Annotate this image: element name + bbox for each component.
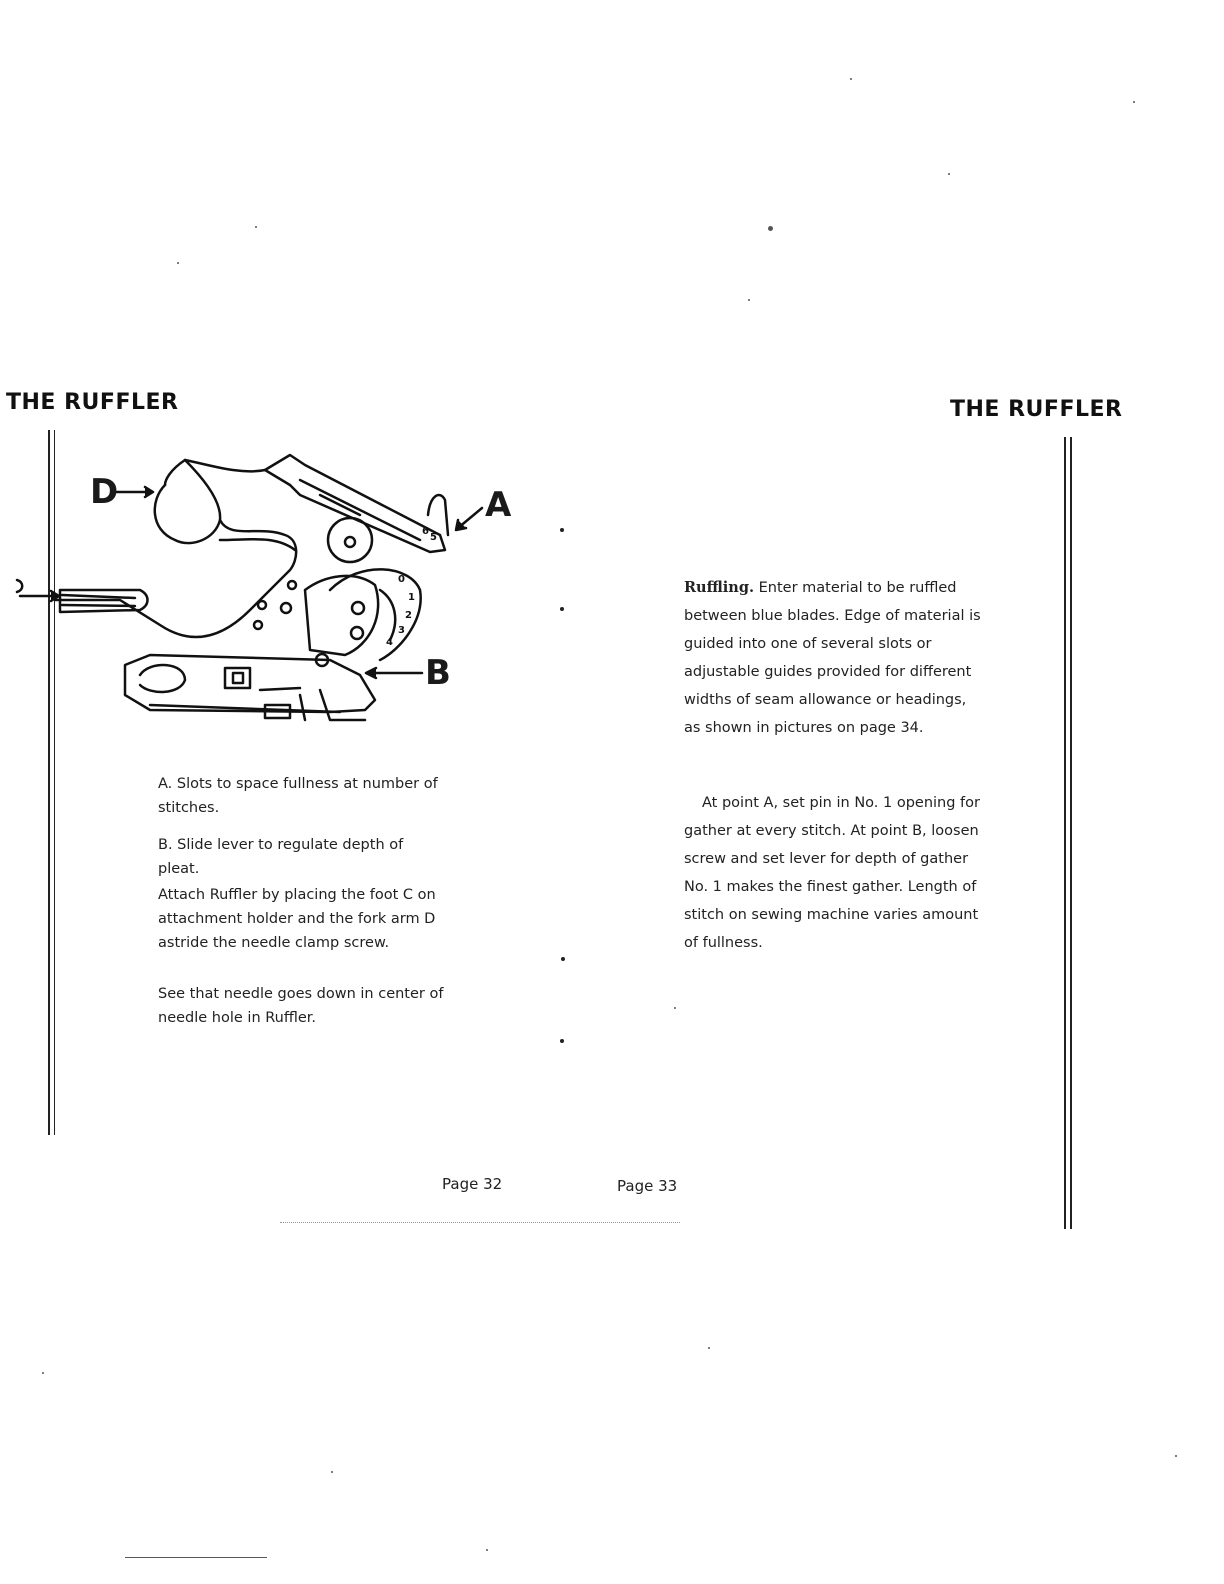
caption-b: B. Slide lever to regulate depth of pleat. [158,837,404,877]
dial-number-3: 3 [398,625,405,636]
dial-number-2: 2 [405,610,412,621]
right-page-title: THE RUFFLER [950,397,1123,422]
scan-speck [768,226,773,231]
link-underline [125,1557,267,1558]
gutter-mark [560,1039,564,1043]
needle-paragraph: See that needle goes down in center of needle hole in Ruffler. [158,986,444,1026]
right-margin-rule-outer [1064,437,1066,1229]
scan-speck [708,1347,710,1349]
ruffling-paragraph [684,574,984,742]
label-a: A [485,485,512,525]
scan-speck [1133,101,1135,103]
dial-number-0: 0 [398,574,405,585]
scan-speck [948,173,950,175]
scan-speck [850,78,852,80]
point-text: At point A, set pin in No. 1 opening for gather at every stitch. At point B, loosen screw and set lever for depth of gather No. 1 makes the finest gather. Length of stitch on sewing machine varies amount of fullness. [684,795,980,951]
dial-number-4: 4 [386,637,393,648]
dial-number-1: 1 [408,592,415,603]
left-page-title: THE RUFFLER [6,390,179,415]
scan-speck [255,226,257,228]
scan-speck [177,262,179,264]
ruffling-text: Enter material to be ruffled between blue blades. Edge of material is guided into one of several slots or adjustable guides provided for different widths of seam allowance or headings, as shown in pictures on page 34. [684,580,981,736]
caption-a: A. Slots to space fullness at number of stitches. [158,776,438,816]
scan-speck [1175,1455,1177,1457]
page-number-right: Page 33 [617,1177,678,1195]
dial-number-6: 6 [422,526,429,537]
scan-speck [331,1471,333,1473]
page-number-left: Page 32 [442,1175,503,1193]
attach-paragraph: Attach Ruffler by placing the foot C on attachment holder and the fork arm D astride the needle clamp screw. [158,887,436,951]
scan-speck [674,1007,676,1009]
ruffling-heading: Ruffling. [684,579,755,596]
point-paragraph [684,789,984,957]
label-b: B [425,653,451,693]
scan-speck [748,299,750,301]
gutter-mark [561,957,565,961]
gutter-mark [560,528,564,532]
scan-speck [42,1372,44,1374]
label-d: D [90,472,119,512]
dial-number-5: 5 [430,532,437,543]
scan-speck [486,1549,488,1551]
scan-dotted-line [280,1222,680,1223]
right-margin-rule-inner [1070,437,1072,1229]
gutter-mark [560,607,564,611]
